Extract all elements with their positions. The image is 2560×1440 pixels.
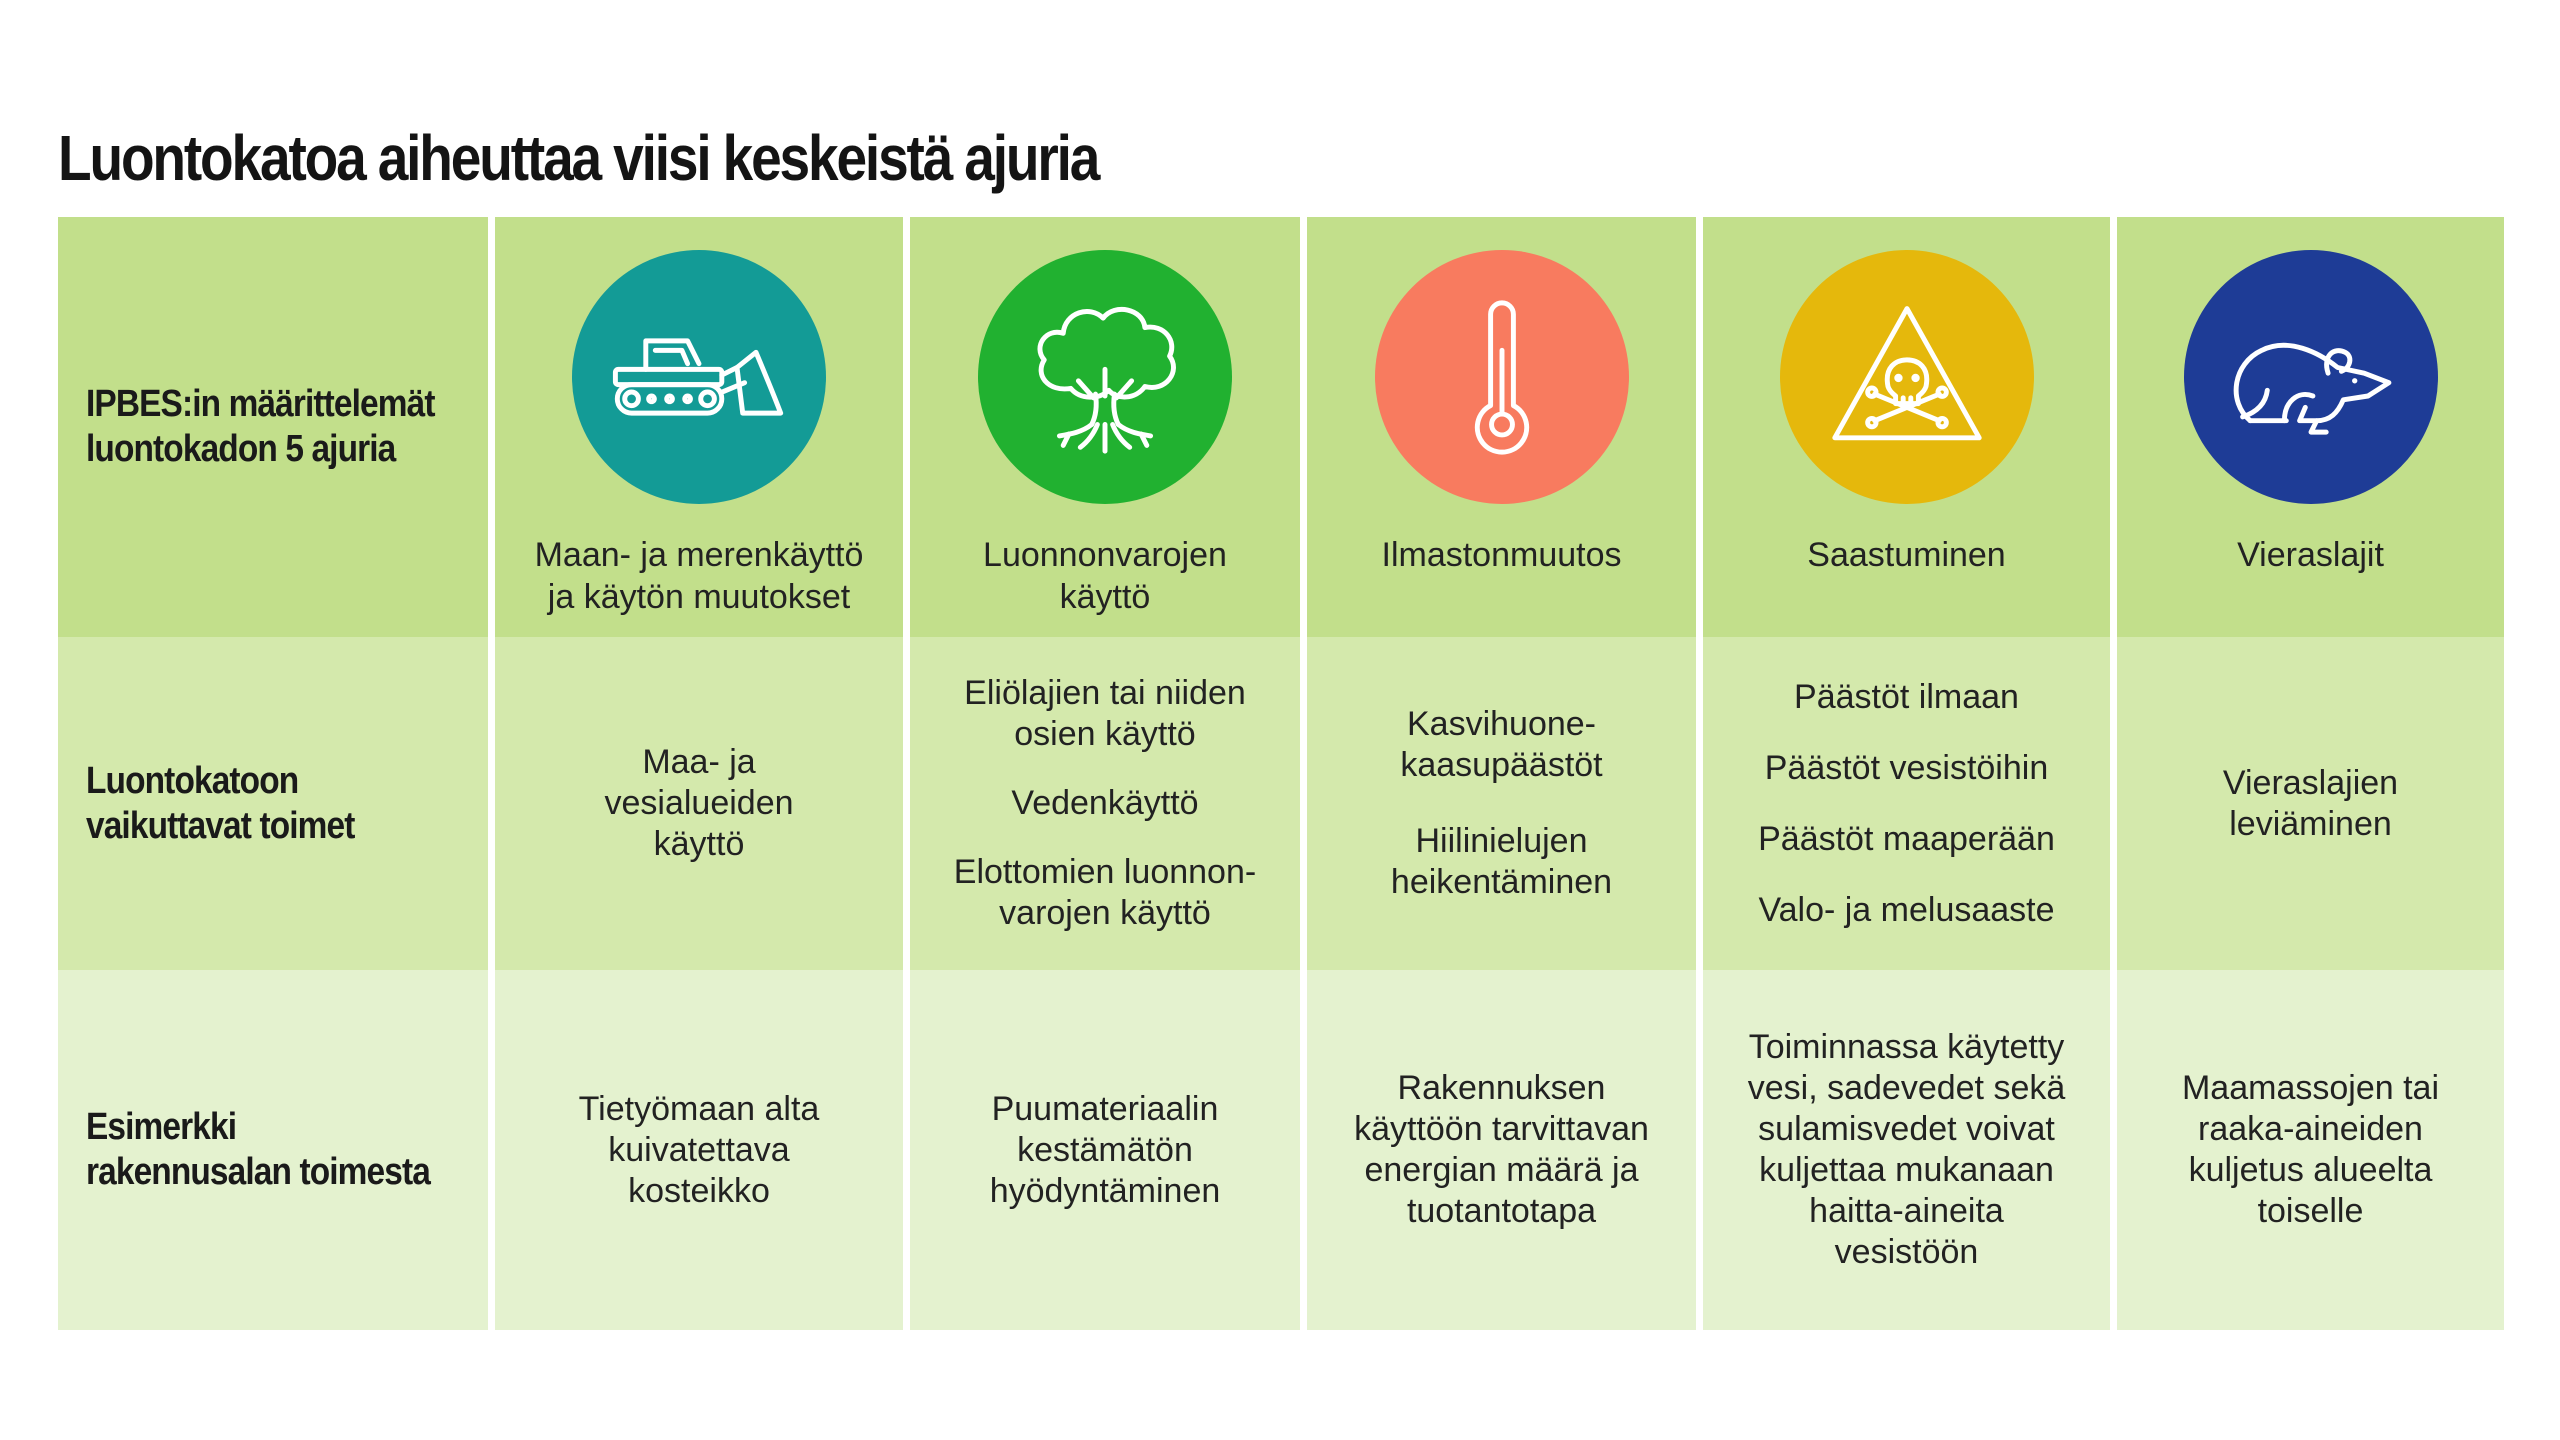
driver-name: Maan- ja merenkäyttö ja käytön muutokset — [534, 536, 864, 616]
example-cell-climate-change — [1307, 970, 1696, 1330]
action-item: Eliölajien tai niiden osien käyttö — [964, 674, 1246, 753]
thermometer-icon — [1407, 282, 1597, 472]
example-cell-invasive-species — [2117, 970, 2504, 1330]
drivers-table — [58, 217, 2506, 1330]
action-item: Päästöt ilmaan — [1794, 677, 2019, 716]
driver-name: Saastuminen — [1807, 536, 2006, 574]
action-item: Hiilinielujen heikentäminen — [1390, 822, 1613, 901]
tree-icon — [1010, 282, 1200, 472]
row-label-drivers — [58, 217, 488, 637]
row-label-text: IPBES:in määrittelemät luontokadon 5 ajuria — [86, 383, 435, 470]
actions-cell-climate-change — [1307, 637, 1696, 970]
actions-list — [1391, 704, 1612, 903]
example-text: Puumateriaalin kestämätön hyödyntäminen — [989, 1089, 1221, 1210]
tree-icon-circle — [978, 250, 1232, 504]
example-text: Rakennuksen käyttöön tarvittavan energian määrä ja tuotantotapa — [1354, 1069, 1649, 1230]
actions-list — [604, 742, 793, 865]
action-item: Vedenkäyttö — [1011, 784, 1199, 822]
bulldozer-icon-circle — [572, 250, 826, 504]
example-text: Maamassojen tai raaka-aineiden kuljetus alueelta toiselle — [2181, 1069, 2439, 1230]
actions-cell-invasive-species — [2117, 637, 2504, 970]
page-title: Luontokatoa aiheuttaa viisi keskeistä ajuria — [58, 122, 1099, 194]
action-item: Maa- ja vesialueiden käyttö — [604, 743, 794, 863]
actions-list — [1758, 677, 2055, 931]
rat-icon — [2216, 282, 2406, 472]
action-item: Valo- ja melusaaste — [1758, 890, 2055, 929]
example-text: Tietyömaan alta kuivatettava kosteikko — [578, 1089, 820, 1210]
example-cell-pollution — [1703, 970, 2110, 1330]
row-label-examples — [58, 970, 488, 1330]
actions-cell-land-sea-use — [495, 637, 903, 970]
row-label-text: Luontokatoon vaikuttavat toimet — [86, 759, 355, 847]
driver-pollution — [1703, 217, 2110, 637]
action-item: Elottomien luonnon- varojen käyttö — [953, 853, 1257, 932]
driver-natural-resources — [910, 217, 1300, 637]
example-text: Toiminnassa käytetty vesi, sadevedet sekä sulamisvedet voivat kuljettaa mukanaan haitta-aineita vesistöön — [1747, 1028, 2066, 1271]
row-label-actions — [58, 637, 488, 970]
hazard-skull-icon — [1812, 282, 2002, 472]
actions-list — [954, 673, 1256, 934]
driver-name: Vieraslajit — [2237, 536, 2384, 574]
hazard-skull-icon-circle — [1780, 250, 2034, 504]
driver-invasive-species — [2117, 217, 2504, 637]
action-item: Vieraslajien leviäminen — [2222, 763, 2399, 843]
actions-cell-pollution — [1703, 637, 2110, 970]
actions-list — [2223, 763, 2398, 845]
example-cell-natural-resources — [910, 970, 1300, 1330]
driver-climate-change — [1307, 217, 1696, 637]
bulldozer-icon — [604, 282, 794, 472]
thermometer-icon-circle — [1375, 250, 1629, 504]
driver-land-sea-use — [495, 217, 903, 637]
action-item: Päästöt vesistöihin — [1764, 748, 2049, 787]
example-cell-land-sea-use — [495, 970, 903, 1330]
action-item: Päästöt maaperään — [1758, 819, 2055, 858]
action-item: Kasvihuone- kaasupäästöt — [1400, 705, 1603, 784]
row-label-text: Esimerkki rakennusalan toimesta — [86, 1106, 430, 1193]
rat-icon-circle — [2184, 250, 2438, 504]
actions-cell-natural-resources — [910, 637, 1300, 970]
driver-name: Ilmastonmuutos — [1381, 536, 1622, 574]
driver-name: Luonnonvarojen käyttö — [983, 536, 1227, 616]
